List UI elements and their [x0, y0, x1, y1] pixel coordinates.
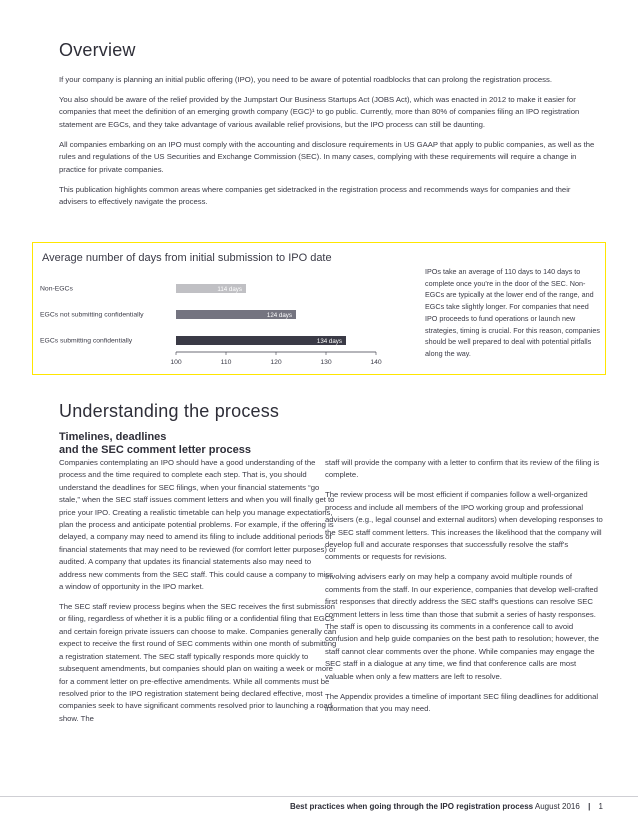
bar-data-label: 114 days [217, 285, 242, 293]
bar-data-label: 124 days [266, 311, 292, 319]
process-paragraph: The SEC staff review process begins when the SEC receives the first submission or filing, regardless of whether it is a public filing or a confidential filing that EGCs and certain foreign private issuers can choose to make. Companies generally can expect to receive the first round of SEC comments within one month of submitting a registration statement. The SEC staff typically responds more quickly to subsequent amendments, but companies should plan on waiting a week or more for a comment letter on pre-effective amendments. While all comments must be resolved prior to the IPO registration statement being declared effective, most companies seek to have significant comments resolved prior to launching a road show. The [59, 602, 337, 723]
process-subheading-line1: Timelines, deadlines [59, 431, 167, 443]
x-tick-label: 130 [320, 359, 332, 366]
days-bar-chart [32, 270, 422, 374]
process-paragraph: staff will provide the company with a letter to confirm that its review of the filing is complete. [325, 458, 600, 480]
x-tick-label: 100 [170, 359, 182, 366]
process-left-column [59, 457, 339, 733]
process-paragraph: The review process will be most efficient if companies follow a well-organized process and include all members of the IPO working group and professional advisers (e.g., legal counsel and external auditors) when developing responses to the SEC staff comment letters. This increases the likelihood that the company will develop full and accurate responses that successfully resolve the staff's comments or requests for revisions. [325, 490, 603, 562]
process-heading: Understanding the process [59, 401, 280, 421]
chart-note [425, 266, 603, 360]
footer-title: Best practices when going through the IPO registration process [289, 802, 534, 811]
category-label: Non-EGCs [40, 285, 73, 293]
category-label: EGCs not submitting confidentially [40, 311, 144, 319]
footer-divider [0, 796, 638, 797]
footer-page-number: 1 [598, 802, 603, 811]
process-paragraph: Involving advisers early on may help a company avoid multiple rounds of comments from the staff. In our experience, companies that develop well-crafted first responses that directly address the SEC staff's questions can resolve SEC comment letters in less time than those that submit a series of hasty responses. The staff is open to discussing its comments in a conference call to avoid confusion and help guide companies on the best path to resolution; however, the staff cannot clear comments over the phone. While companies may engage the SEC staff in a dialogue at any time, we find that conference calls are most valuable when only a few matters are left to resolve. [325, 572, 599, 681]
overview-paragraph: You also should be aware of the relief provided by the Jumpstart Our Business Startups Act (JOBS Act), which was enacted in 2012 to make it easier for companies that meet the definition of an emerging growth company (EGC)¹ to go public. Currently, more than 80% of companies filing an IPO registration statement are EGCs, and they take advantage of various available relief provisions, but the IPO process can still be daunting. [59, 95, 580, 129]
x-tick-label: 120 [270, 359, 282, 366]
footer [290, 802, 603, 811]
overview-paragraph: This publication highlights common areas where companies get sidetracked in the registration process and recommends ways for companies and their advisers to effectively navigate the process. [59, 184, 571, 207]
bar-data-label: 134 days [316, 337, 342, 345]
chart-title: Average number of days from initial submission to IPO date [42, 252, 332, 264]
chart-note-text: IPOs take an average of 110 days to 140 days to complete once you're in the door of the SEC. Non-EGCs are typically at the lower end of the range, and EGCs take slightly longer. For companies that need IPO proceeds to fund operations or launch new strategies, timing is crucial. For this reason, companies should be well prepared to deal with potential pitfalls along the way. [425, 267, 600, 358]
overview-paragraph: If your company is planning an initial public offering (IPO), you need to be aware of potential roadblocks that can prolong the registration process. [59, 75, 552, 84]
process-paragraph: The Appendix provides a timeline of important SEC filing deadlines for additional information that you may need. [325, 691, 599, 714]
overview-heading: Overview [59, 40, 136, 60]
overview-paragraph: All companies embarking on an IPO must comply with the accounting and disclosure requirements in US GAAP that apply to public companies, as well as the rules and regulations of the US Securities and Exchange Commission (SEC). In many cases, complying with these requirements will require a change in practice for private companies. [59, 139, 595, 174]
overview-body [59, 74, 601, 216]
category-label: EGCs submitting confidentially [40, 337, 133, 345]
process-right-column [325, 457, 605, 723]
footer-separator: | [588, 802, 591, 811]
footer-date: August 2016 [534, 802, 580, 811]
process-paragraph: Companies contemplating an IPO should have a good understanding of the process and the time required to complete each step. That is, you should understand the deadlines for SEC filings, when your financial statements “go stale,” when the SEC staff issues comment letters and when you will finally get to price your IPO. Creating a realistic timetable can help you manage expectations, plan the process and anticipate potential problems. For example, if the offering is delayed, a company may need to amend its filing to include additional periods of financial statements that may need to be reviewed (for comfort letter purposes) or audited. A company that updates its financial statements also may need to address new comments from the SEC staff. This could cause a company to miss a window of opportunity in the IPO market. [59, 458, 336, 592]
x-tick-label: 140 [370, 359, 382, 366]
x-tick-label: 110 [220, 359, 232, 366]
process-subheading-line2: and the SEC comment letter process [59, 444, 251, 456]
